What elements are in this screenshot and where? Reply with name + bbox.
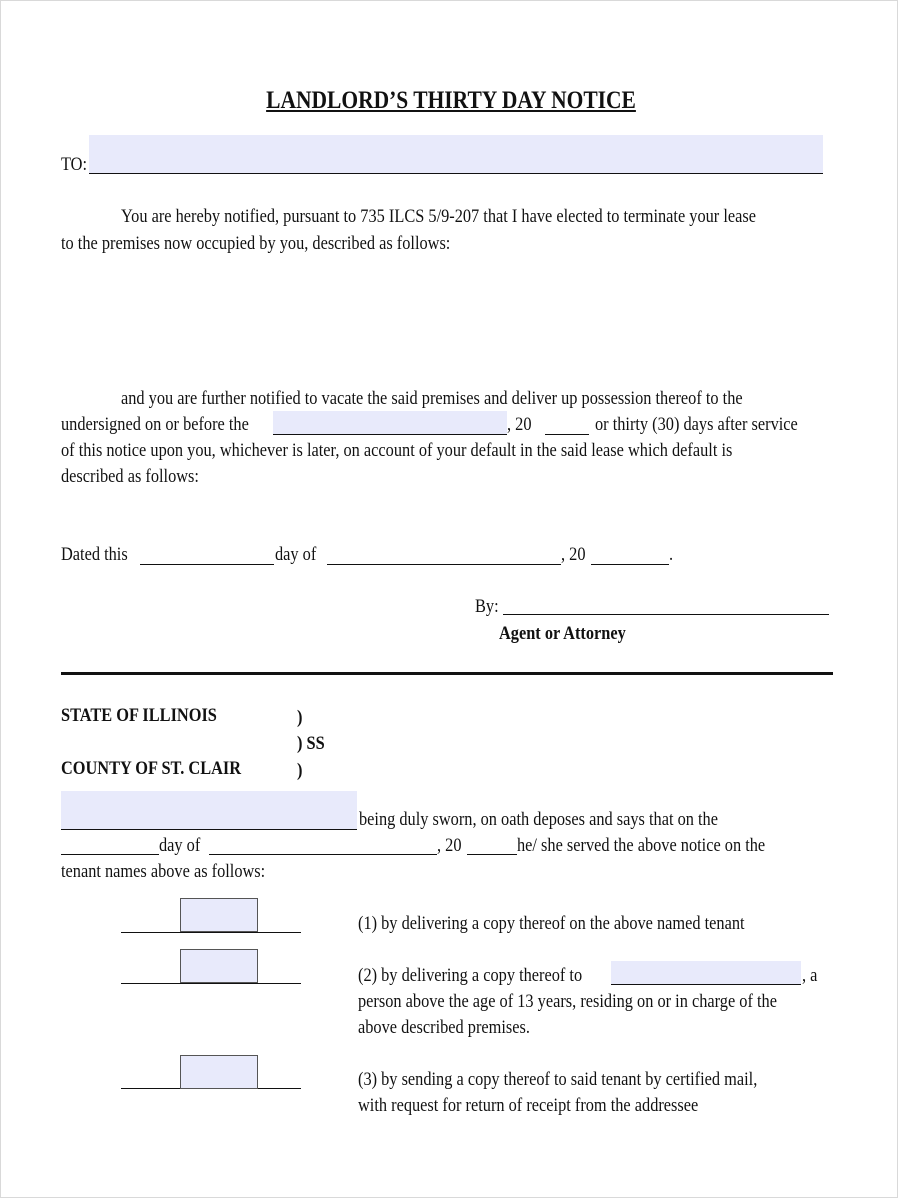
to-underline	[89, 173, 823, 174]
by-label: By:	[475, 596, 499, 617]
para1-line1: You are hereby notified, pursuant to 735 ILCS 5/9-207 that I have elected to terminate your lease	[121, 206, 756, 227]
option2-checkbox[interactable]	[180, 949, 258, 983]
dated-month-underline[interactable]	[327, 564, 561, 565]
affidavit-line3: tenant names above as follows:	[61, 861, 266, 882]
to-label: TO:	[61, 154, 88, 175]
affidavit-line1: being duly sworn, on oath deposes and says that on the	[359, 809, 718, 830]
signature-underline[interactable]	[503, 614, 829, 615]
venue-paren1: )	[297, 707, 303, 728]
vacate-year-underline[interactable]	[545, 434, 589, 435]
para1-line2: to the premises now occupied by you, described as follows:	[61, 233, 451, 254]
para2-line1: and you are further notified to vacate the said premises and deliver up possession thereof to the	[121, 388, 743, 409]
to-field[interactable]	[89, 135, 823, 173]
option2-recipient-field[interactable]	[611, 961, 801, 985]
dated-year-underline[interactable]	[591, 564, 669, 565]
para2-line3: of this notice upon you, whichever is later, on account of your default in the said lease which default is	[61, 440, 733, 461]
option2-line2: person above the age of 13 years, residing on or in charge of the	[358, 991, 777, 1012]
option3-checkbox[interactable]	[180, 1055, 258, 1089]
option2-line3: above described premises.	[358, 1017, 530, 1038]
para2-line2b: , 20	[507, 414, 532, 435]
venue-ss: ) SS	[297, 733, 325, 754]
option2-recipient-underline	[611, 984, 801, 985]
dated-day-underline[interactable]	[140, 564, 274, 565]
section-divider	[61, 672, 833, 675]
dated-period: .	[669, 544, 674, 565]
dated-year-prefix: , 20	[561, 544, 586, 565]
dated-prefix: Dated this	[61, 544, 128, 565]
para2-line2a: undersigned on or before the	[61, 414, 249, 435]
affidavit-year-prefix: , 20	[437, 835, 462, 856]
affiant-name-underline	[61, 829, 357, 830]
affidavit-year-underline[interactable]	[467, 854, 517, 855]
option2-underline	[121, 983, 301, 984]
vacate-date-field[interactable]	[273, 411, 507, 435]
option1-checkbox[interactable]	[180, 898, 258, 932]
signature-role: Agent or Attorney	[499, 623, 626, 644]
option1-underline	[121, 932, 301, 933]
option3-line2: with request for return of receipt from the addressee	[358, 1095, 699, 1116]
affidavit-day-underline[interactable]	[61, 854, 159, 855]
dated-day-of: day of	[275, 544, 317, 565]
option2-line1: (2) by delivering a copy thereof to	[358, 965, 583, 986]
para2-line2c: or thirty (30) days after service	[595, 414, 798, 435]
venue-county: COUNTY OF ST. CLAIR	[61, 758, 242, 779]
affidavit-day-of: day of	[159, 835, 201, 856]
option2-after-field: , a	[802, 965, 818, 986]
venue-state: STATE OF ILLINOIS	[61, 705, 217, 726]
affidavit-month-underline[interactable]	[209, 854, 437, 855]
document-title: LANDLORD’S THIRTY DAY NOTICE	[266, 87, 636, 114]
option3-line1: (3) by sending a copy thereof to said tenant by certified mail,	[358, 1069, 758, 1090]
option1-line1: (1) by delivering a copy thereof on the above named tenant	[358, 913, 745, 934]
affidavit-line2c: he/ she served the above notice on the	[517, 835, 766, 856]
vacate-date-underline	[273, 434, 507, 435]
venue-paren3: )	[297, 760, 303, 781]
affiant-name-field[interactable]	[61, 791, 357, 829]
para2-line4: described as follows:	[61, 466, 199, 487]
